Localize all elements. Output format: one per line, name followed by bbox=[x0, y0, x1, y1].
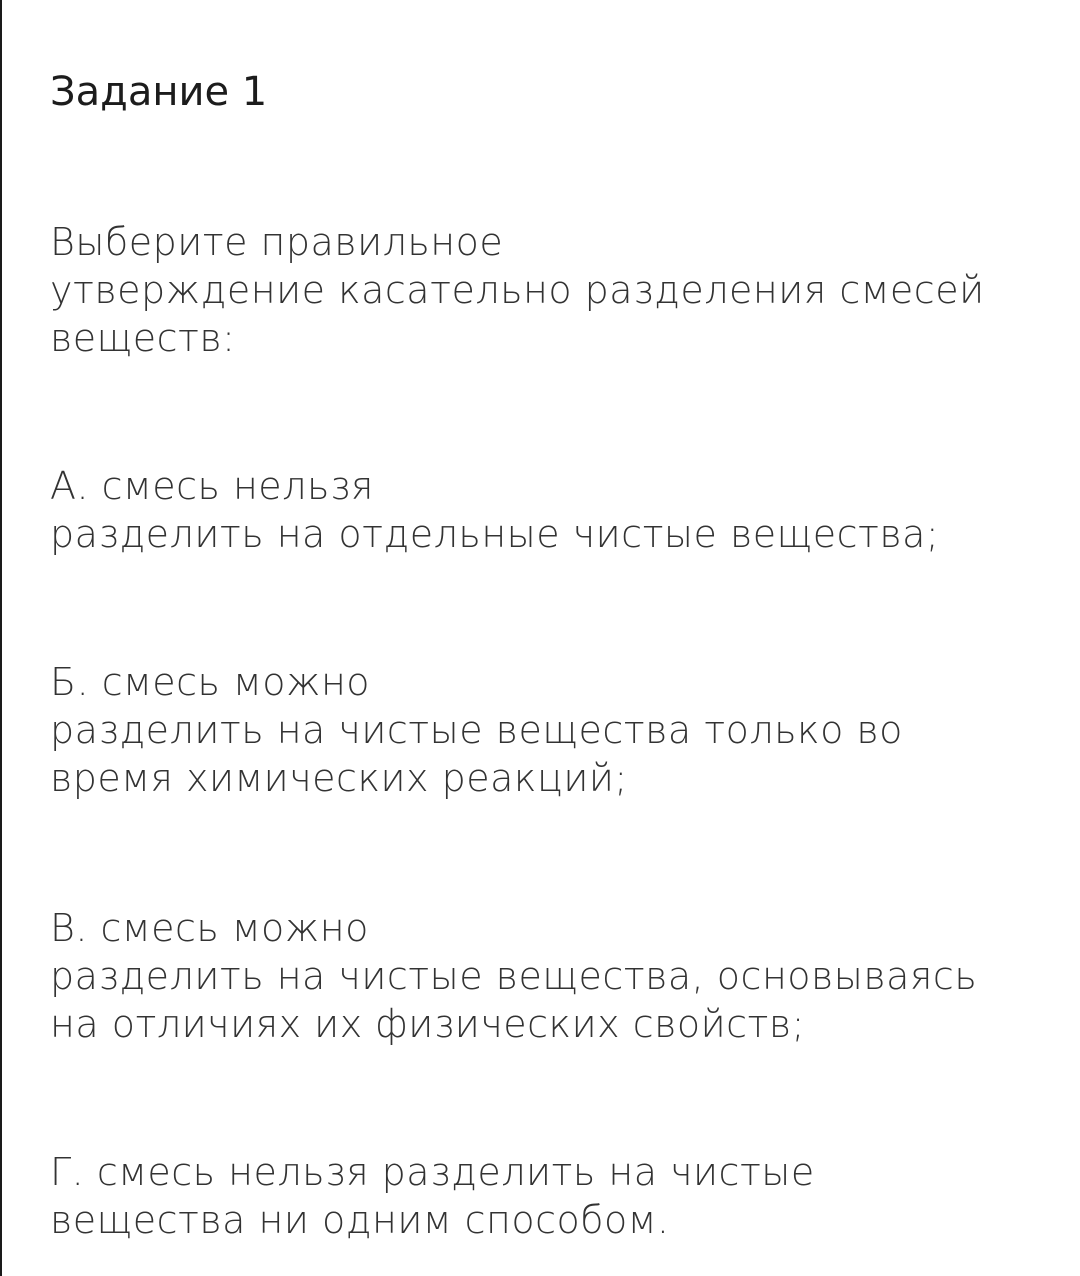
option-line: В. смесь можно bbox=[50, 906, 369, 950]
option-line: А. смесь нельзя bbox=[50, 464, 374, 508]
option-line: разделить на чистые вещества только во bbox=[50, 708, 903, 752]
option-line: на отличиях их физических свойств; bbox=[50, 1002, 805, 1046]
option-line: разделить на отдельные чистые вещества; bbox=[50, 512, 940, 556]
option-line: Б. смесь можно bbox=[50, 660, 371, 704]
answer-option-v bbox=[50, 904, 1050, 1048]
answer-option-a bbox=[50, 462, 1050, 558]
question-line: веществ: bbox=[50, 316, 236, 360]
left-border-line bbox=[0, 0, 2, 1276]
task-title: Задание 1 bbox=[50, 69, 268, 115]
option-line: время химических реакций; bbox=[50, 756, 628, 800]
option-line: Г. смесь нельзя разделить на чистые bbox=[50, 1150, 815, 1194]
question-line: утверждение касательно разделения смесей bbox=[50, 268, 985, 312]
answer-option-g bbox=[50, 1148, 1050, 1244]
option-line: вещества ни одним способом. bbox=[50, 1198, 670, 1242]
question-line: Выберите правильное bbox=[50, 220, 504, 264]
answer-option-b bbox=[50, 658, 1050, 802]
option-line: разделить на чистые вещества, основываясь bbox=[50, 954, 978, 998]
question-text bbox=[50, 218, 1050, 362]
